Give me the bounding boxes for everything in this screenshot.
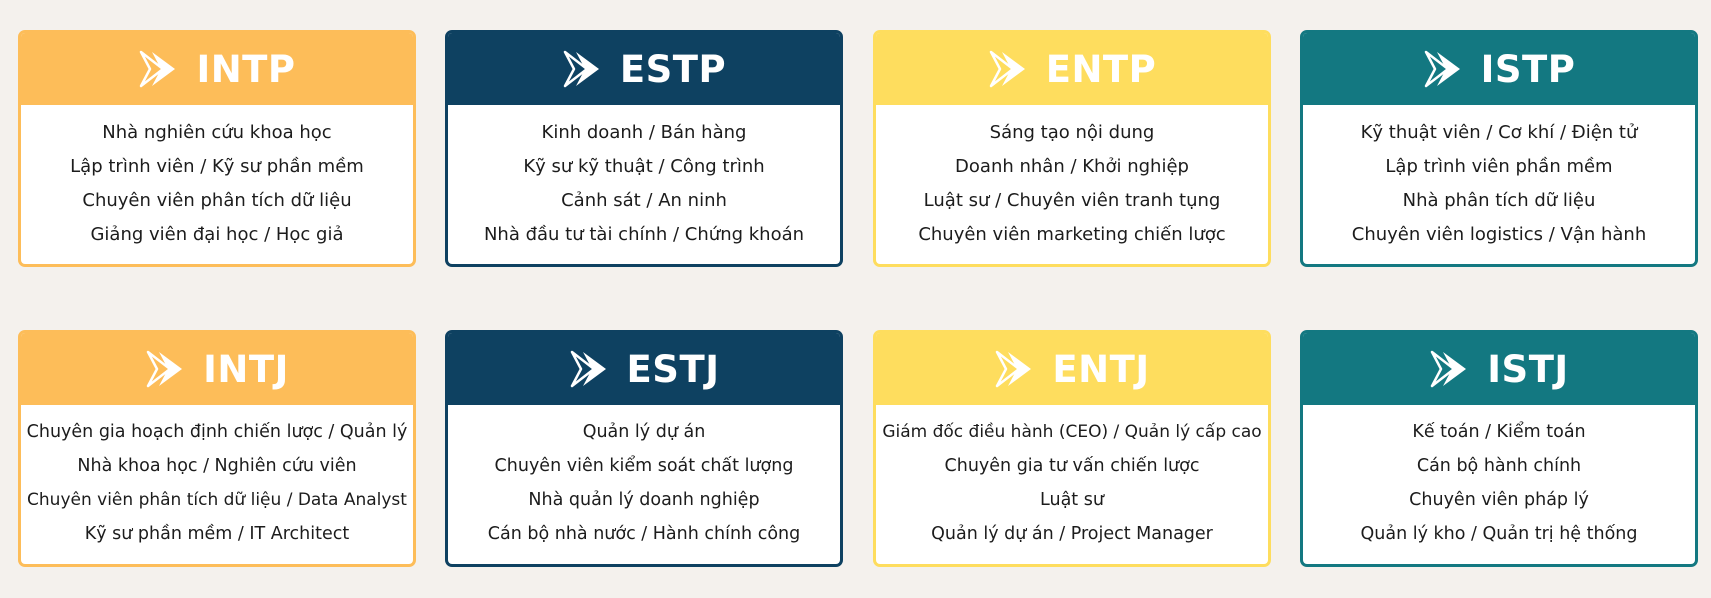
career-item: Kinh doanh / Bán hàng (541, 121, 747, 143)
double-chevron-right-icon (562, 49, 608, 89)
career-item: Kỹ sư phần mềm / IT Architect (84, 523, 350, 544)
card-header (1303, 33, 1695, 105)
career-item: Nhà đầu tư tài chính / Chứng khoán (483, 223, 805, 245)
double-chevron-right-icon (988, 49, 1034, 89)
card-intj (18, 330, 416, 567)
double-chevron-right-icon (1423, 49, 1469, 89)
double-chevron-right-icon (569, 349, 615, 389)
double-chevron-right-icon (138, 49, 184, 89)
career-item: Nhà quản lý doanh nghiệp (528, 490, 760, 510)
card-header (21, 333, 413, 405)
card-title: ISTP (1480, 47, 1576, 91)
career-item: Sáng tạo nội dung (989, 121, 1155, 143)
card-body (448, 105, 840, 264)
double-chevron-right-icon (994, 349, 1040, 389)
career-item: Cảnh sát / An ninh (561, 189, 727, 211)
card-header (1303, 333, 1695, 405)
career-item: Quản lý dự án (582, 422, 706, 442)
card-estj (445, 330, 843, 567)
card-estp (445, 30, 843, 267)
card-body (448, 405, 840, 564)
card-header (21, 33, 413, 105)
card-title: ESTJ (626, 347, 720, 391)
card-body (1303, 405, 1695, 564)
card-entp (873, 30, 1271, 267)
career-item: Doanh nhân / Khởi nghiệp (955, 155, 1189, 177)
career-item: Chuyên viên marketing chiến lược (918, 223, 1226, 245)
card-title: ISTJ (1487, 347, 1569, 391)
career-item: Lập trình viên / Kỹ sư phần mềm (70, 155, 364, 177)
career-item: Cán bộ nhà nước / Hành chính công (487, 524, 801, 544)
card-header (876, 333, 1268, 405)
double-chevron-right-icon (145, 349, 191, 389)
career-item: Chuyên viên phân tích dữ liệu (82, 189, 352, 211)
career-item: Kỹ sư kỹ thuật / Công trình (523, 155, 765, 177)
career-item: Chuyên viên logistics / Vận hành (1351, 223, 1647, 245)
career-item: Chuyên gia hoạch định chiến lược / Quản lý (26, 422, 408, 443)
card-body (1303, 105, 1695, 264)
career-item: Giảng viên đại học / Học giả (90, 223, 344, 245)
career-item: Chuyên viên phân tích dữ liệu / Data Analyst (27, 490, 407, 511)
career-item: Nhà nghiên cứu khoa học (102, 121, 332, 143)
card-title: ENTJ (1052, 347, 1150, 391)
card-title: INTJ (203, 347, 289, 391)
career-item: Cán bộ hành chính (1416, 456, 1582, 476)
card-body (876, 105, 1268, 264)
card-title: ENTP (1045, 47, 1157, 91)
card-header (876, 33, 1268, 105)
card-header (448, 33, 840, 105)
double-chevron-right-icon (1429, 349, 1475, 389)
career-item: Chuyên viên pháp lý (1409, 490, 1589, 510)
career-item: Nhà phân tích dữ liệu (1402, 189, 1596, 211)
career-item: Quản lý dự án / Project Manager (931, 523, 1213, 544)
card-istj (1300, 330, 1698, 567)
card-body (876, 405, 1268, 564)
career-item: Kế toán / Kiểm toán (1412, 422, 1586, 442)
card-body (21, 405, 413, 564)
card-istp (1300, 30, 1698, 267)
career-item: Luật sư (1040, 489, 1104, 510)
card-header (448, 333, 840, 405)
career-item: Giám đốc điều hành (CEO) / Quản lý cấp cao (882, 422, 1262, 443)
career-item: Nhà khoa học / Nghiên cứu viên (77, 456, 357, 477)
career-item: Kỹ thuật viên / Cơ khí / Điện tử (1360, 121, 1638, 143)
career-item: Luật sư / Chuyên viên tranh tụng (923, 189, 1221, 211)
career-item: Chuyên gia tư vấn chiến lược (944, 455, 1200, 476)
career-item: Chuyên viên kiểm soát chất lượng (494, 456, 794, 476)
card-entj (873, 330, 1271, 567)
card-title: INTP (196, 47, 296, 91)
card-intp (18, 30, 416, 267)
career-item: Quản lý kho / Quản trị hệ thống (1360, 524, 1638, 544)
card-body (21, 105, 413, 264)
career-item: Lập trình viên phần mềm (1385, 155, 1613, 177)
card-title: ESTP (619, 47, 727, 91)
